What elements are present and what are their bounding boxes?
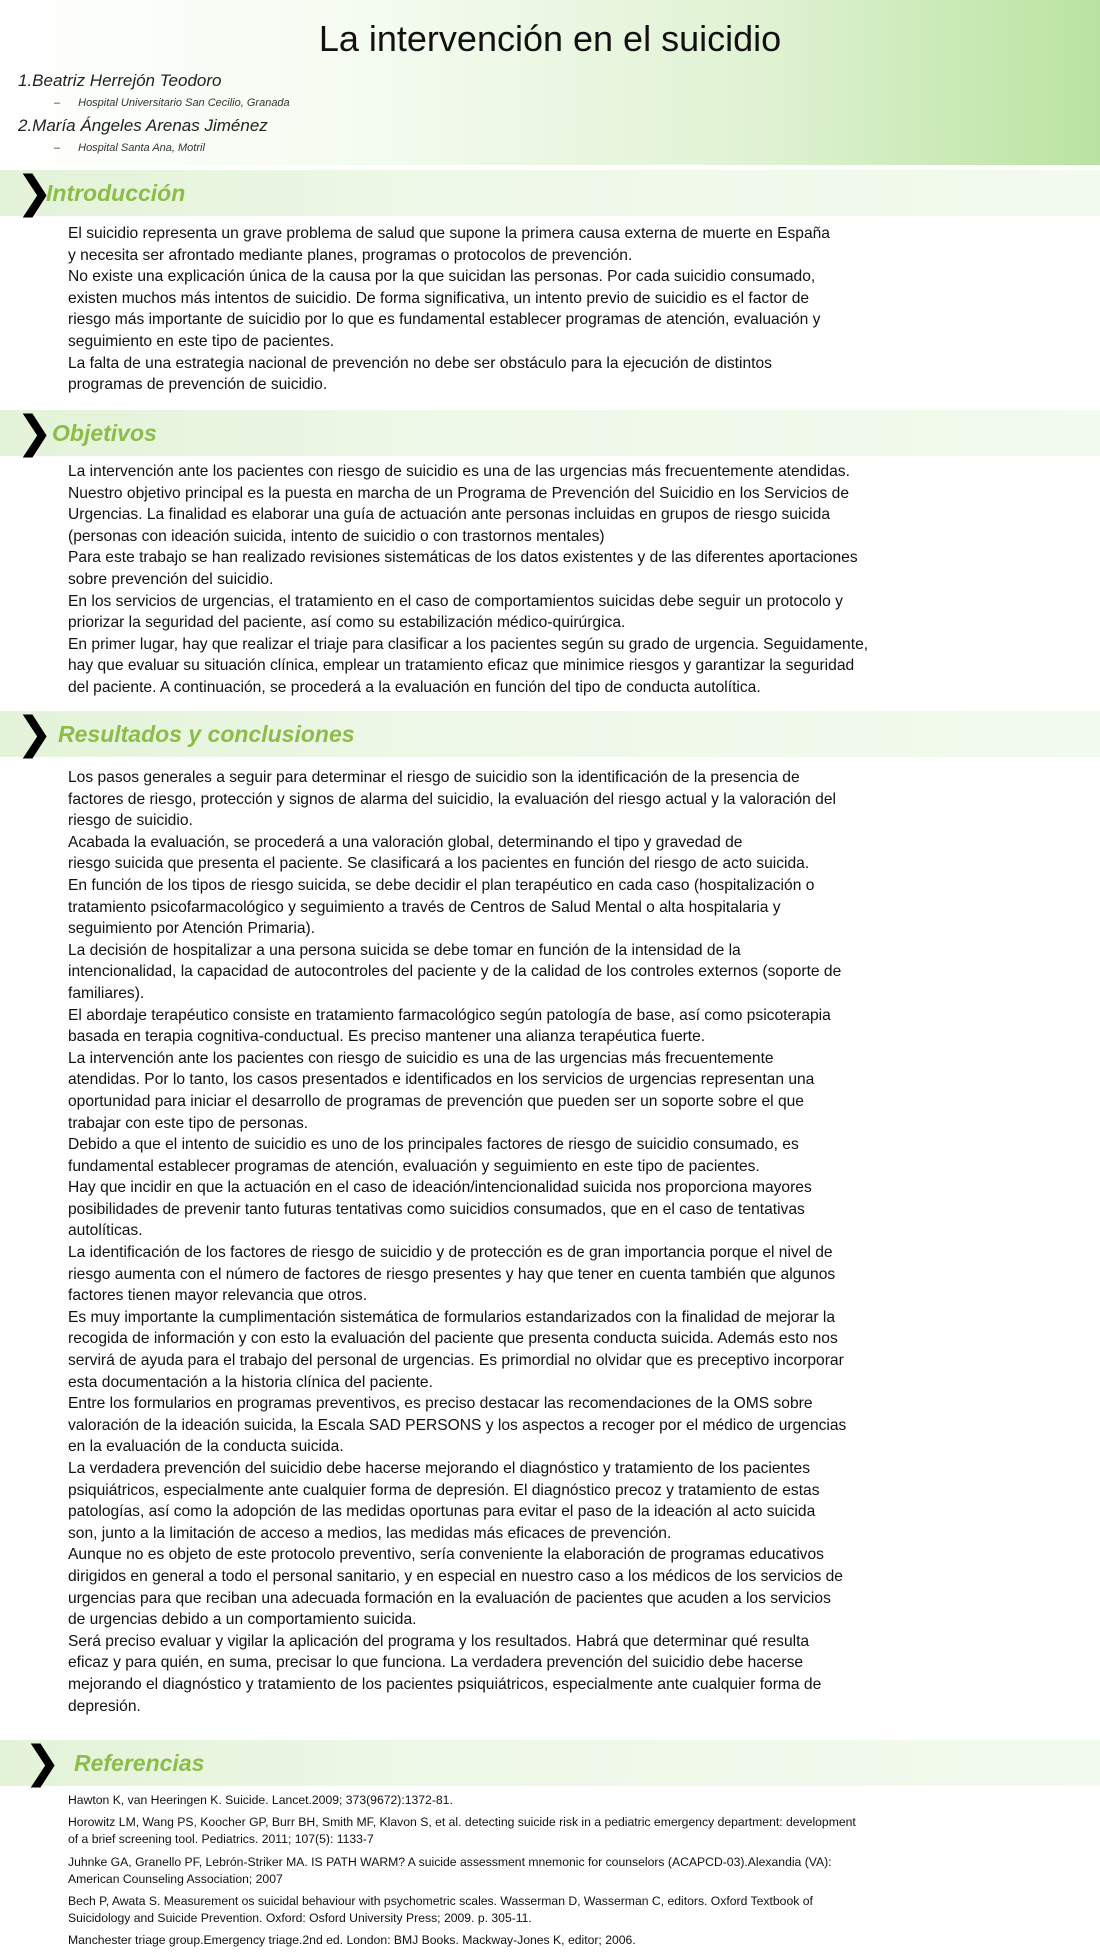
paragraph-line: valoración de la ideación suicida, la Escala SAD PERSONS y los aspectos a recoger por el médico de urgencias (68, 1416, 847, 1434)
paragraph-line: eficaz y para quién, en suma, precisar lo que funciona. La verdadera prevención del suicidio debe hacerse (68, 1654, 804, 1672)
reference-line: Suicidology and Suicide Prevention. Oxford: Osford University Press; 2009. p. 305-11. (68, 1911, 532, 1926)
paragraph-line: Urgencias. La finalidad es elaborar una guía de actuación ante personas incluidas en grupos de riesgo suicida (68, 506, 830, 524)
dash: – (54, 97, 61, 109)
chevron-icon: ❯ (16, 167, 53, 218)
reference-line: Bech P, Awata S. Measurement os suicidal behaviour with psychometric scales. Wasserman D, Wasserman C, editors. Oxford Textbook of (68, 1894, 813, 1909)
reference-line: Horowitz LM, Wang PS, Koocher GP, Burr BH, Smith MF, Klavon S, et al. detecting suicide risk in a pediatric emergency department: development (68, 1815, 856, 1830)
paragraph-line: La identificación de los factores de riesgo de suicidio y de protección es de gran importancia porque el nivel de (68, 1244, 833, 1262)
paragraph-line: La decisión de hospitalizar a una persona suicida se debe tomar en función de la intensidad de la (68, 941, 741, 959)
paragraph-line: La verdadera prevención del suicidio debe hacerse mejorando el diagnóstico y tratamiento de los pacientes (68, 1460, 811, 1477)
paragraph-line: No existe una explicación única de la causa por la que suicidan las personas. Por cada suicidio consumado, (68, 268, 816, 286)
reference-line: of a brief screening tool. Pediatrics. 2011; 107(5): 1133-7 (68, 1832, 374, 1847)
section-title-introduccion: Introducción (46, 180, 186, 206)
paragraph-line: mejorando el diagnóstico y tratamiento de los pacientes psiquiátricos, especialmente ante cualquier forma de (68, 1675, 822, 1693)
paragraph-line: oportunidad para iniciar el desarrollo de programas de prevención que pueden ser un soporte sobre el que (68, 1092, 804, 1110)
reference-line: Manchester triage group.Emergency triage.2nd ed. London: BMJ Books. Mackway-Jones K, editor; 2006. (68, 1933, 636, 1948)
paragraph-line: basada en terapia cognitiva-conductual. Es preciso mantener una alianza terapéutica fuerte. (68, 1028, 706, 1046)
paragraph-line: factores de riesgo, protección y signos de alarma del suicidio, la evaluación del riesgo actual y la valoración del (68, 790, 836, 808)
paragraph-line: El suicidio representa un grave problema de salud que supone la primera causa externa de muerte en España (68, 225, 830, 242)
paragraph-line: La falta de una estrategia nacional de prevención no debe ser obstáculo para la ejecución de distintos (68, 354, 772, 372)
affiliation-1 (54, 97, 290, 109)
poster-title: La intervención en el suicidio (318, 18, 782, 59)
section-body-introduccion (68, 223, 1028, 396)
paragraph-line: y necesita ser afrontado mediante planes, programas o protocolos de prevención. (68, 246, 633, 264)
reference-line: Hawton K, van Heeringen K. Suicide. Lancet.2009; 373(9672):1372-81. (68, 1793, 453, 1807)
paragraph-line: riesgo suicida que presenta el paciente. Se clasificará a los pacientes en función del riesgo de acto suicida. (68, 855, 810, 873)
paragraph-line: del paciente. A continuación, se procederá a la evaluación en función del tipo de conducta autolítica. (68, 678, 761, 696)
paragraph-line: (personas con ideación suicida, intento de suicidio o con trastornos mentales) (68, 527, 605, 545)
affiliation-2 (54, 142, 205, 154)
paragraph-line: fundamental establecer programas de atención, evaluación y seguimiento en este tipo de pacientes. (68, 1157, 760, 1175)
paragraph-line: urgencias para que reciban una adecuada formación en la evaluación de pacientes que acuden a los servicios (68, 1589, 831, 1607)
section-header-introduccion (0, 167, 1100, 218)
paragraph-line: riesgo aumenta con el número de factores de riesgo presentes y hay que tener en cuenta también que algunos (68, 1265, 836, 1283)
author-2: 2.María Ángeles Arenas Jiménez (18, 116, 268, 135)
paragraph-line: esta documentación a la historia clínica del paciente. (68, 1373, 433, 1391)
paragraph-line: En primer lugar, hay que realizar el triaje para clasificar a los pacientes según su grado de urgencia. Seguidamente, (68, 635, 869, 653)
section-header-objetivos (0, 407, 1100, 458)
paragraph-line: Debido a que el intento de suicidio es uno de los principales factores de riesgo de suicidio consumado, es (68, 1136, 799, 1154)
section-title-referencias: Referencias (74, 1750, 205, 1776)
paragraph-line: riesgo de suicidio. (68, 812, 193, 830)
paragraph-line: trabajar con este tipo de personas. (68, 1114, 309, 1132)
paragraph-line: dirigidos en general a todo el personal sanitario, y en especial en nuestro caso a los médicos de los servicios de (68, 1567, 843, 1585)
paragraph-line: Es muy importante la cumplimentación sistemática de formularios estandarizados con la finalidad de mejorar la (68, 1308, 836, 1326)
paragraph-line: Acabada la evaluación, se procederá a una valoración global, determinando el tipo y gravedad de (68, 833, 743, 851)
paragraph-line: En función de los tipos de riesgo suicida, se debe decidir el plan terapéutico en cada caso (hospitalización o (68, 876, 815, 894)
paragraph-line: La intervención ante los pacientes con riesgo de suicidio es una de las urgencias más frecuentemente (68, 1049, 774, 1067)
author-1: 1.Beatriz Herrejón Teodoro (18, 71, 222, 90)
section-title-objetivos: Objetivos (52, 420, 157, 446)
paragraph-line: sobre prevención del suicidio. (68, 570, 274, 588)
paragraph-line: factores tienen mayor relevancia que otros. (68, 1287, 368, 1305)
paragraph-line: Hay que incidir en que la actuación en el caso de ideación/intencionalidad suicida nos proporciona mayores (68, 1179, 812, 1197)
paragraph-line: patologías, así como la adopción de las medidas oportunas para evitar el paso de la ideación al acto suicida (68, 1503, 816, 1521)
section-body-objetivos (68, 461, 1028, 699)
paragraph-line: hay que evaluar su situación clínica, emplear un tratamiento eficaz que minimice riesgos y garantizar la seguridad (68, 657, 855, 675)
reference-line: American Counseling Association; 2007 (68, 1871, 283, 1886)
paragraph-line: riesgo más importante de suicidio por lo que es fundamental establecer programas de atención, evaluación y (68, 311, 821, 329)
paragraph-line: existen muchos más intentos de suicidio. De forma significativa, un intento previo de suicidio es el factor de (68, 289, 810, 307)
section-header-resultados (0, 708, 1100, 759)
paragraph-line: Aunque no es objeto de este protocolo preventivo, sería conveniente la elaboración de programas educativos (68, 1546, 824, 1564)
paragraph-line: son, junto a la limitación de acceso a medios, las medidas más eficaces de prevención. (68, 1524, 672, 1542)
affiliation-2-text: Hospital Santa Ana, Motril (78, 142, 205, 154)
paragraph-line: posibilidades de prevenir tanto futuras tentativas como suicidios consumados, que en el caso de tentativas (68, 1200, 805, 1218)
section-title-resultados: Resultados y conclusiones (58, 721, 355, 747)
paragraph-line: recogida de información y con esto la evaluación del paciente que presenta conducta suicida. Además esto nos (68, 1330, 838, 1348)
paragraph-line: priorizar la seguridad del paciente, así como su estabilización médico-quirúrgica. (68, 614, 626, 632)
paragraph-line: atendidas. Por lo tanto, los casos presentados e identificados en los servicios de urgencias representan una (68, 1071, 815, 1089)
paragraph-line: en la evaluación de la conducta suicida. (68, 1438, 344, 1456)
affiliation-1-text: Hospital Universitario San Cecilio, Granada (78, 97, 290, 109)
paragraph-line: La intervención ante los pacientes con riesgo de suicidio es una de las urgencias más frecuentemente atendidas. (68, 463, 850, 480)
section-header-referencias (0, 1737, 1100, 1788)
paragraph-line: El abordaje terapéutico consiste en tratamiento farmacológico según patología de base, así como psicoterapia (68, 1006, 831, 1024)
section-body-resultados (68, 767, 1028, 1717)
paragraph-line: autolíticas. (68, 1222, 143, 1240)
poster-header (0, 0, 1100, 165)
paragraph-line: En los servicios de urgencias, el tratamiento en el caso de comportamientos suicidas debe seguir un protocolo y (68, 592, 843, 610)
paragraph-line: familiares). (68, 984, 145, 1002)
reference-line: Juhnke GA, Granello PF, Lebrón-Striker MA. IS PATH WARM? A suicide assessment mnemonic for counselors (ACAPCD-03).Alexandia (VA): (68, 1854, 832, 1869)
chevron-icon: ❯ (16, 708, 53, 759)
paragraph-line: seguimiento en este tipo de pacientes. (68, 332, 335, 350)
paragraph-line: servirá de ayuda para el trabajo del personal de urgencias. Es primordial no olvidar que es preceptivo incorporar (68, 1352, 844, 1370)
paragraph-line: Para este trabajo se han realizado revisiones sistemáticas de los datos existentes y de las diferentes aportaciones (68, 549, 858, 567)
paragraph-line: Será preciso evaluar y vigilar la aplicación del programa y los resultados. Habrá que determinar qué resulta (68, 1632, 810, 1650)
paragraph-line: seguimiento por Atención Primaria). (68, 920, 316, 938)
paragraph-line: tratamiento psicofarmacológico y seguimiento a través de Centros de Salud Mental o alta hospitalaria y (68, 898, 781, 916)
paragraph-line: psiquiátricos, especialmente ante cualquier forma de depresión. El diagnóstico precoz y tratamiento de estas (68, 1481, 820, 1499)
paragraph-line: Los pasos generales a seguir para determinar el riesgo de suicidio son la identificación de la presencia de (68, 769, 800, 786)
paragraph-line: depresión. (68, 1697, 141, 1715)
references-list (68, 1792, 1068, 1950)
paragraph-line: de urgencias debido a un comportamiento suicida. (68, 1611, 417, 1629)
paragraph-line: programas de prevención de suicidio. (68, 376, 328, 394)
paragraph-line: Entre los formularios en programas preventivos, es preciso destacar las recomendaciones de la OMS sobre (68, 1395, 813, 1413)
chevron-icon: ❯ (24, 1737, 61, 1788)
chevron-icon: ❯ (16, 407, 53, 458)
paragraph-line: Nuestro objetivo principal es la puesta en marcha de un Programa de Prevención del Suicidio en los Servicios de (68, 484, 849, 502)
paragraph-line: intencionalidad, la capacidad de autocontroles del paciente y de la calidad de los controles externos (soporte de (68, 963, 842, 981)
dash: – (54, 142, 61, 154)
